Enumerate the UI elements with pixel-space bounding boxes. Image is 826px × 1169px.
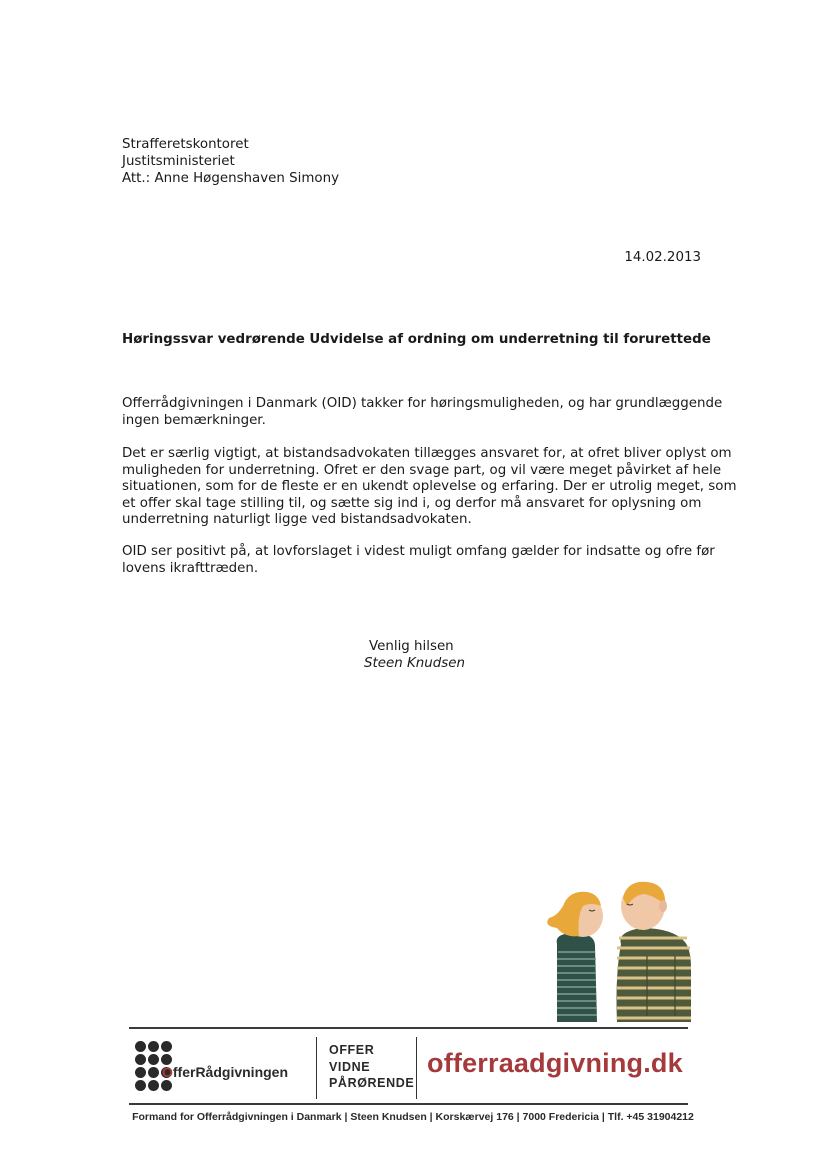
recipient-line-2: Justitsministeriet <box>122 154 235 169</box>
body-line: OID ser positivt på, at lovforslaget i videst muligt omfang gælder for indsatte og ofre før <box>122 544 715 559</box>
man-figure <box>617 882 692 1022</box>
body-line: situationen, som for de fleste er en ukendt oplevelse og erfaring. Der er utrolig meget, som <box>122 479 737 494</box>
body-line: underretning naturligt ligge ved bistandsadvokaten. <box>122 512 472 527</box>
recipient-line-3: Att.: Anne Høgenshaven Simony <box>122 171 340 186</box>
logo-wordmark-o: O <box>162 1064 173 1080</box>
footer-bottom-rule <box>129 1103 688 1105</box>
footer-divider-2 <box>416 1037 417 1099</box>
signature-name: Steen Knudsen <box>364 656 465 671</box>
body-line: muligheden for underretning. Ofret er den svage part, og vil være meget påvirket af hele <box>122 462 722 478</box>
letter-date: 14.02.2013 <box>624 250 701 265</box>
couple-illustration <box>535 876 700 1024</box>
tag-offer: OFFER <box>329 1043 375 1057</box>
letter-subject: Høringssvar vedrørende Udvidelse af ordning om underretning til forurettede <box>122 332 711 347</box>
body-line: ingen bemærkninger. <box>122 412 266 428</box>
body-line: Offerrådgivningen i Danmark (OID) takker for høringsmuligheden, og har grundlæggende <box>122 396 723 411</box>
body-paragraph-1 <box>122 396 722 429</box>
recipient-line-1: Strafferetskontoret <box>122 137 249 152</box>
footer-divider-1 <box>316 1037 317 1099</box>
body-paragraph-2 <box>122 446 737 529</box>
letter-body <box>122 396 722 429</box>
body-line: lovens ikrafttræden. <box>122 560 259 576</box>
service-tags <box>329 1042 414 1092</box>
woman-figure <box>547 892 603 1022</box>
letter-body-3 <box>122 544 715 577</box>
website-url[interactable]: offerraadgivning.dk <box>427 1048 683 1078</box>
tag-paaroerende: PÅRØRENDE <box>329 1076 415 1090</box>
logo-wordmark-rest: fferRådgivningen <box>172 1064 289 1080</box>
tag-vidne: VIDNE <box>329 1059 371 1074</box>
body-line: et offer skal tage stilling til, og sætte sig ind i, og derfor må ansvaret for oplysning om <box>122 495 702 511</box>
logo-wordmark <box>162 1064 288 1080</box>
closing-greeting: Venlig hilsen <box>369 639 454 654</box>
body-line: Det er særlig vigtigt, at bistandsadvokaten tillægges ansvaret for, at ofret bliver oplyst om <box>122 446 732 461</box>
footer-contact-line: Formand for Offerrådgivningen i Danmark | Steen Knudsen | Korskærvej 176 | 7000 Fredericia | Tlf. +45 31904212 <box>132 1111 694 1123</box>
body-paragraph-3 <box>122 544 715 577</box>
letter-body-2 <box>122 446 737 529</box>
footer-top-rule <box>129 1027 688 1029</box>
